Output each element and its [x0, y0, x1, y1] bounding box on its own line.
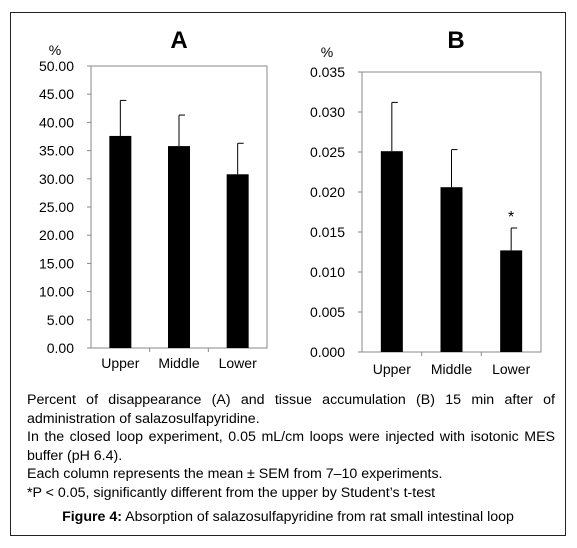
chart-a-ytick-label: 25.00: [38, 199, 74, 215]
chart-a-ytick-label: 20.00: [38, 227, 74, 244]
figure-label: [10, 509, 566, 525]
caption-line-4: *P < 0.05, significantly different from the upper by Student’s t-test: [27, 484, 436, 501]
chart-a-ytick-label: 5.00: [46, 311, 74, 328]
chart-a-bar-middle: [168, 146, 190, 348]
chart-b: [310, 27, 541, 377]
chart-a-ytick-label: 30.00: [38, 170, 74, 187]
caption-line-2: In the closed loop experiment, 0.05 mL/cm loops were injected with isotonic MES buffer (pH 6.4).: [27, 429, 555, 464]
chart-b-title: B: [447, 27, 465, 54]
chart-b-ytick-label: 0.025: [309, 144, 345, 160]
figure-number: Figure 4:: [62, 509, 122, 525]
caption-line-3: Each column represents the mean ± SEM from 7–10 experiments.: [27, 466, 443, 483]
chart-a-ylabel: %: [48, 42, 62, 58]
caption-line-1: Percent of disappearance (A) and tissue accumulation (B) 15 min after of administration of salazosulfapyridine.: [27, 392, 555, 427]
chart-b-category-label: Lower: [492, 361, 531, 377]
chart-b-ytick-label: 0.005: [309, 304, 345, 320]
chart-b-ylabel: %: [320, 44, 334, 60]
chart-a-ytick-label: 40.00: [38, 114, 74, 131]
chart-a-category-label: Middle: [158, 355, 200, 371]
chart-b-ytick-label: 0.035: [309, 64, 345, 80]
chart-a-ytick-label: 45.00: [38, 86, 74, 103]
chart-b-ytick-label: 0.030: [309, 104, 345, 120]
chart-b-ytick-label: 0.020: [309, 184, 345, 200]
figure-caption: [27, 391, 555, 503]
chart-a-ytick-label: 0.00: [46, 340, 74, 356]
chart-b-significance-marker: *: [508, 209, 515, 226]
chart-b-category-label: Middle: [430, 361, 473, 377]
chart-a: [39, 27, 267, 371]
chart-a-ytick-label: 10.00: [38, 283, 74, 300]
chart-b-ytick-label: 0.015: [309, 224, 345, 240]
chart-b-bar-upper: [381, 151, 403, 352]
chart-b-bar-lower: [500, 250, 522, 352]
figure-title: Absorption of salazosulfapyridine from rat small intestinal loop: [121, 509, 514, 525]
chart-b-ytick-label: 0.010: [309, 264, 345, 280]
chart-a-ytick-label: 15.00: [38, 255, 74, 272]
chart-a-category-label: Lower: [218, 355, 257, 371]
chart-a-bar-lower: [227, 174, 249, 348]
chart-b-category-label: Upper: [372, 361, 411, 377]
chart-a-bar-upper: [109, 136, 131, 348]
chart-a-ytick-label: 35.00: [38, 142, 74, 159]
chart-a-category-label: Upper: [101, 355, 140, 371]
chart-b-ytick-label: 0.000: [309, 344, 345, 360]
chart-b-bar-middle: [441, 187, 463, 352]
chart-a-ytick-label: 50.00: [38, 58, 74, 74]
chart-a-title: A: [170, 27, 188, 54]
